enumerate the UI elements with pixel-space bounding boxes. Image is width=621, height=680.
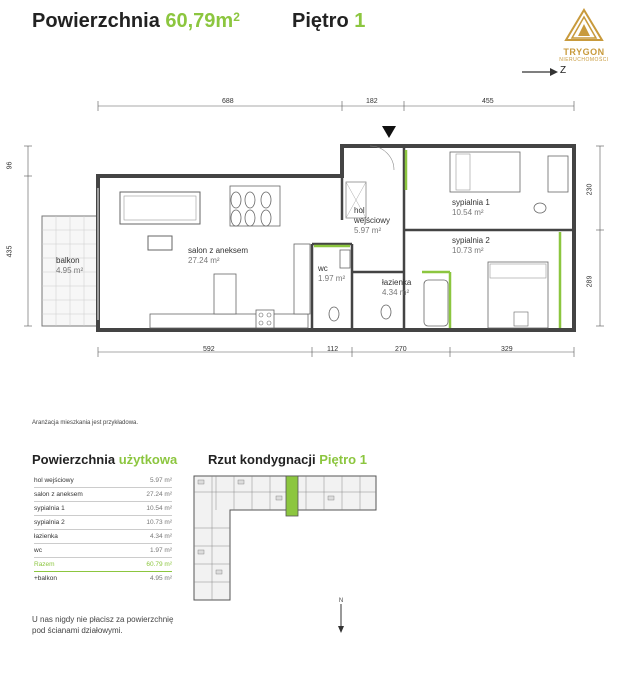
room-lazienka-area: 4.34 m² [382, 288, 410, 297]
room-sypialnia-2-area: 10.73 m² [452, 246, 484, 255]
room-balkon-area: 4.95 m² [56, 266, 84, 275]
dim-bottom-4: 329 [501, 346, 513, 353]
room-wc [318, 264, 345, 284]
logo-sub: NIERUCHOMOŚCI [559, 57, 609, 63]
room-sypialnia-2-name: sypialnia 2 [452, 236, 490, 245]
room-hol-name-2: wejściowy [354, 216, 391, 225]
dim-left-1: 96 [6, 161, 14, 170]
room-sypialnia-1-name: sypialnia 1 [452, 198, 490, 207]
total-row: Razem 60.79 m² [34, 558, 172, 572]
compass-label: Z [560, 65, 567, 76]
area-title [32, 10, 240, 33]
dim-bottom-1: 592 [203, 346, 215, 353]
usable-area-table [34, 474, 172, 585]
room-sypialnia-1 [452, 198, 490, 218]
room-hol-area: 5.97 m² [354, 226, 382, 235]
room-lazienka-name: łazienka [382, 278, 412, 287]
room-hol-name-1: hol [354, 206, 365, 215]
dim-bottom-3: 270 [395, 346, 407, 353]
highlighted-apartment [286, 476, 298, 516]
dim-top-2: 182 [366, 98, 378, 105]
table-row: sypialnia 1 10.54 m² [34, 502, 172, 516]
dim-top-3: 455 [482, 98, 494, 105]
table-row: sypialnia 2 10.73 m² [34, 516, 172, 530]
table-row: hol wejściowy 5.97 m² [34, 474, 172, 488]
logo-triangle-icon [556, 8, 612, 42]
room-sypialnia-2 [452, 236, 490, 256]
footer-note: U nas nigdy nie płacisz za powierzchnię pod ścianami działowymi. [32, 615, 174, 635]
room-wc-name: wc [318, 264, 328, 273]
floor-label: Piętro [292, 10, 349, 32]
room-salon-area: 27.24 m² [188, 256, 220, 265]
north-arrow [336, 598, 346, 639]
dim-right-2: 289 [586, 275, 594, 288]
room-hol [354, 206, 390, 236]
arrangement-note: Aranżacja mieszkania jest przykładowa. [32, 420, 139, 426]
company-logo [556, 8, 612, 63]
room-salon [188, 246, 248, 266]
compass [520, 64, 570, 85]
room-sypialnia-1-area: 10.54 m² [452, 208, 484, 217]
dim-bottom-2: 112 [327, 346, 339, 353]
dim-left-2: 435 [6, 245, 14, 258]
room-balkon-name: balkon [56, 256, 80, 265]
table-row: wc 1.97 m² [34, 544, 172, 558]
usable-area-title: Powierzchnia użytkowa [32, 452, 178, 467]
dim-top-1: 688 [222, 98, 234, 105]
area-label: Powierzchnia [32, 10, 160, 32]
table-row: łazienka 4.34 m² [34, 530, 172, 544]
building-key-plan [186, 470, 382, 610]
room-lazienka [382, 278, 411, 298]
top-dimension-line [98, 101, 574, 111]
balcony-row: +balkon 4.95 m² [34, 575, 172, 582]
table-row: salon z aneksem 27.24 m² [34, 488, 172, 502]
floor-title [292, 10, 365, 33]
floor-plan [0, 90, 621, 370]
floor-value: 1 [354, 10, 366, 32]
room-balkon [56, 256, 83, 276]
floorplan-title: Rzut kondygnacji Piętro 1 [208, 452, 367, 467]
dim-right-1: 230 [586, 183, 594, 196]
room-wc-area: 1.97 m² [318, 274, 346, 283]
area-value: $60,79m^2$ [165, 10, 240, 32]
north-label: N [338, 598, 344, 604]
room-salon-name: salon z aneksem [188, 246, 249, 255]
arrow-down-icon [336, 604, 346, 634]
logo-name: TRYGON [563, 47, 605, 57]
